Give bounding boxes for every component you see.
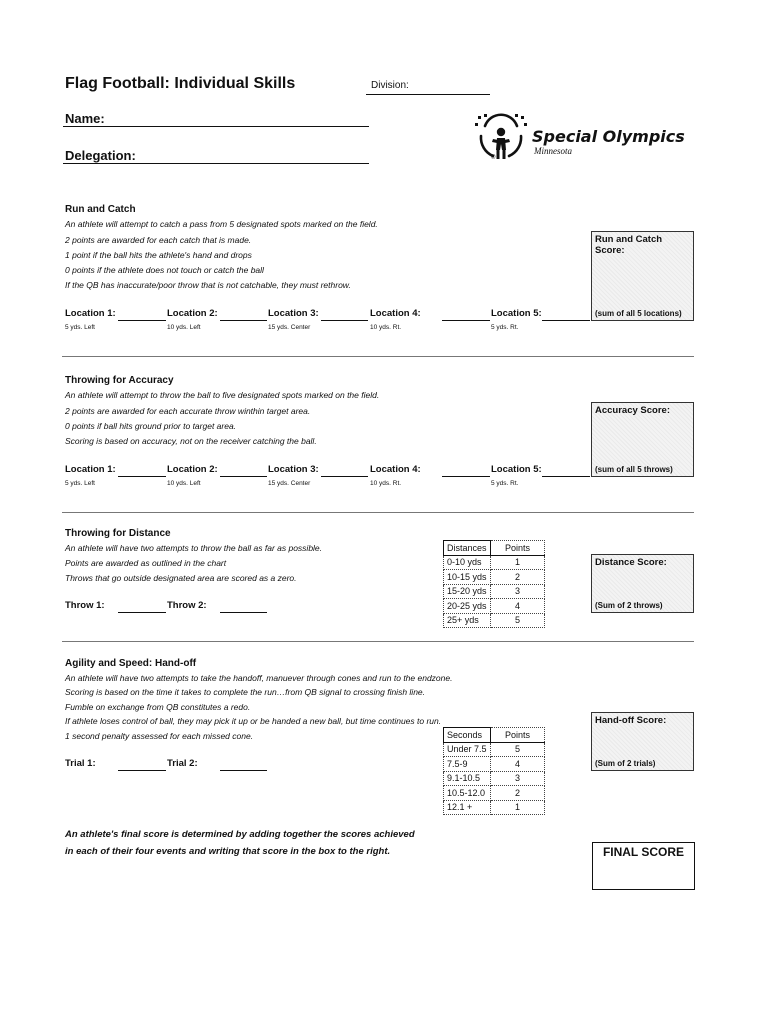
table-row xyxy=(444,771,545,786)
section-divider xyxy=(62,641,694,642)
acc-location-1-label: Location 1: xyxy=(65,464,116,475)
table-header-row xyxy=(444,728,545,743)
acc-location-5-field[interactable] xyxy=(542,476,590,477)
run-catch-line-3: 1 point if the ball hits the athlete's hand and drops xyxy=(65,250,252,260)
distance-points: 1 xyxy=(491,555,545,570)
rc-location-3-field[interactable] xyxy=(321,320,368,321)
distance-line-3: Throws that go outside designated area are scored as a zero. xyxy=(65,573,297,583)
agility-line-5: 1 second penalty assessed for each missed cone. xyxy=(65,731,254,741)
distance-title: Throwing for Distance xyxy=(65,528,171,539)
trial-1-field[interactable] xyxy=(118,770,166,771)
table-row xyxy=(444,613,545,628)
acc-location-2-sub: 10 yds. Left xyxy=(167,480,201,487)
final-note-line-1: An athlete's final score is determined by adding together the scores achieved xyxy=(65,829,415,840)
handoff-points-table xyxy=(443,727,545,815)
table-row xyxy=(444,584,545,599)
seconds-range: 9.1-10.5 xyxy=(444,771,491,786)
table-row xyxy=(444,599,545,614)
acc-location-2-label: Location 2: xyxy=(167,464,218,475)
run-catch-line-1: An athlete will attempt to catch a pass from 5 designated spots marked on the field. xyxy=(65,219,378,229)
section-divider xyxy=(62,512,694,513)
acc-location-4-sub: 10 yds. Rt. xyxy=(370,480,402,487)
acc-location-3-label: Location 3: xyxy=(268,464,319,475)
agility-title: Agility and Speed: Hand-off xyxy=(65,658,197,669)
delegation-field[interactable] xyxy=(63,163,369,164)
logo-name: Special Olympics xyxy=(532,127,685,146)
accuracy-line-1: An athlete will attempt to throw the ball to five designated spots marked on the field. xyxy=(65,390,380,400)
acc-location-1-field[interactable] xyxy=(118,476,166,477)
run-catch-line-4: 0 points if the athlete does not touch or catch the ball xyxy=(65,265,264,275)
table-row xyxy=(444,800,545,815)
table-row xyxy=(444,742,545,757)
distance-score-label: Distance Score: xyxy=(595,557,667,568)
rc-location-2-field[interactable] xyxy=(220,320,267,321)
points-header: Points xyxy=(491,541,545,556)
seconds-points: 1 xyxy=(491,800,545,815)
distances-header: Distances xyxy=(444,541,491,556)
throw-1-label: Throw 1: xyxy=(65,600,105,611)
distance-range: 0-10 yds xyxy=(444,555,491,570)
acc-location-4-label: Location 4: xyxy=(370,464,421,475)
seconds-points: 3 xyxy=(491,771,545,786)
acc-location-2-field[interactable] xyxy=(220,476,267,477)
points-header: Points xyxy=(491,728,545,743)
run-catch-score-label: Run and Catch Score: xyxy=(595,234,663,256)
run-catch-line-5: If the QB has inaccurate/poor throw that is not catchable, they must rethrow. xyxy=(65,280,351,290)
seconds-points: 4 xyxy=(491,757,545,772)
run-catch-score-box[interactable] xyxy=(591,231,694,321)
distance-points: 2 xyxy=(491,570,545,585)
seconds-range: 12.1 + xyxy=(444,800,491,815)
acc-location-1-sub: 5 yds. Left xyxy=(65,480,95,487)
logo-state: Minnesota xyxy=(534,146,572,156)
trial-2-field[interactable] xyxy=(220,770,267,771)
rc-location-3-label: Location 3: xyxy=(268,308,319,319)
accuracy-score-note: (sum of all 5 throws) xyxy=(595,465,673,474)
rc-location-2-label: Location 2: xyxy=(167,308,218,319)
throw-2-label: Throw 2: xyxy=(167,600,207,611)
acc-location-5-label: Location 5: xyxy=(491,464,542,475)
seconds-points: 2 xyxy=(491,786,545,801)
agility-line-2: Scoring is based on the time it takes to complete the run…from QB signal to crossing finish line. xyxy=(65,687,426,697)
distance-line-1: An athlete will have two attempts to throw the ball as far as possible. xyxy=(65,543,323,553)
table-row xyxy=(444,555,545,570)
rc-location-1-label: Location 1: xyxy=(65,308,116,319)
throw-2-field[interactable] xyxy=(220,612,267,613)
distance-points: 5 xyxy=(491,613,545,628)
seconds-header: Seconds xyxy=(444,728,491,743)
run-catch-line-2: 2 points are awarded for each catch that is made. xyxy=(65,235,252,245)
distance-range: 10-15 yds xyxy=(444,570,491,585)
agility-line-3: Fumble on exchange from QB constitutes a redo. xyxy=(65,702,251,712)
handoff-score-label: Hand-off Score: xyxy=(595,715,667,726)
rc-location-5-field[interactable] xyxy=(542,320,590,321)
final-score-label: FINAL SCORE xyxy=(602,845,685,859)
division-field[interactable] xyxy=(366,94,490,95)
table-row xyxy=(444,757,545,772)
registered-mark: ® xyxy=(491,155,496,161)
rc-location-4-field[interactable] xyxy=(442,320,490,321)
acc-location-3-field[interactable] xyxy=(321,476,368,477)
table-row xyxy=(444,570,545,585)
seconds-range: Under 7.5 xyxy=(444,742,491,757)
rc-location-4-label: Location 4: xyxy=(370,308,421,319)
distance-range: 20-25 yds xyxy=(444,599,491,614)
distance-points: 4 xyxy=(491,599,545,614)
distance-score-note: (Sum of 2 throws) xyxy=(595,601,663,610)
table-header-row xyxy=(444,541,545,556)
run-catch-score-note: (sum of all 5 locations) xyxy=(595,309,682,318)
final-score-box[interactable] xyxy=(592,842,695,890)
trial-1-label: Trial 1: xyxy=(65,758,96,769)
delegation-label: Delegation: xyxy=(65,148,136,163)
name-field[interactable] xyxy=(63,126,369,127)
final-note-line-2: in each of their four events and writing that score in the box to the right. xyxy=(65,846,391,857)
throw-1-field[interactable] xyxy=(118,612,166,613)
acc-location-3-sub: 15 yds. Center xyxy=(268,480,311,487)
run-catch-title: Run and Catch xyxy=(65,204,136,215)
handoff-score-box[interactable] xyxy=(591,712,694,771)
division-label: Division: xyxy=(371,80,409,91)
rc-location-3-sub: 15 yds. Center xyxy=(268,324,311,331)
accuracy-score-label: Accuracy Score: xyxy=(595,405,670,416)
special-olympics-figure-icon xyxy=(473,112,529,166)
distance-range: 25+ yds xyxy=(444,613,491,628)
rc-location-1-field[interactable] xyxy=(118,320,166,321)
accuracy-line-2: 2 points are awarded for each accurate throw winthin target area. xyxy=(65,406,311,416)
seconds-range: 7.5-9 xyxy=(444,757,491,772)
trial-2-label: Trial 2: xyxy=(167,758,198,769)
seconds-points: 5 xyxy=(491,742,545,757)
agility-line-4: If athlete loses control of ball, they may pick it up or be handed a new ball, but time continues to run. xyxy=(65,716,442,726)
distance-range: 15-20 yds xyxy=(444,584,491,599)
rc-location-5-label: Location 5: xyxy=(491,308,542,319)
accuracy-line-4: Scoring is based on accuracy, not on the receiver catching the ball. xyxy=(65,436,317,446)
form-title: Flag Football: Individual Skills xyxy=(65,75,296,92)
rc-location-5-sub: 5 yds. Rt. xyxy=(491,324,519,331)
logo xyxy=(473,112,529,171)
distance-points: 3 xyxy=(491,584,545,599)
handoff-score-note: (Sum of 2 trials) xyxy=(595,759,656,768)
distance-line-2: Points are awarded as outlined in the chart xyxy=(65,558,227,568)
accuracy-score-box[interactable] xyxy=(591,402,694,477)
acc-location-4-field[interactable] xyxy=(442,476,490,477)
rc-location-4-sub: 10 yds. Rt. xyxy=(370,324,402,331)
seconds-range: 10.5-12.0 xyxy=(444,786,491,801)
name-label: Name: xyxy=(65,111,105,126)
accuracy-line-3: 0 points if ball hits ground prior to target area. xyxy=(65,421,237,431)
distance-score-box[interactable] xyxy=(591,554,694,613)
table-row xyxy=(444,786,545,801)
agility-line-1: An athlete will have two attempts to take the handoff, manuever through cones and run to the endzone. xyxy=(65,673,453,683)
accuracy-title: Throwing for Accuracy xyxy=(65,375,174,386)
rc-location-1-sub: 5 yds. Left xyxy=(65,324,95,331)
distance-points-table xyxy=(443,540,545,628)
acc-location-5-sub: 5 yds. Rt. xyxy=(491,480,519,487)
rc-location-2-sub: 10 yds. Left xyxy=(167,324,201,331)
section-divider xyxy=(62,356,694,357)
